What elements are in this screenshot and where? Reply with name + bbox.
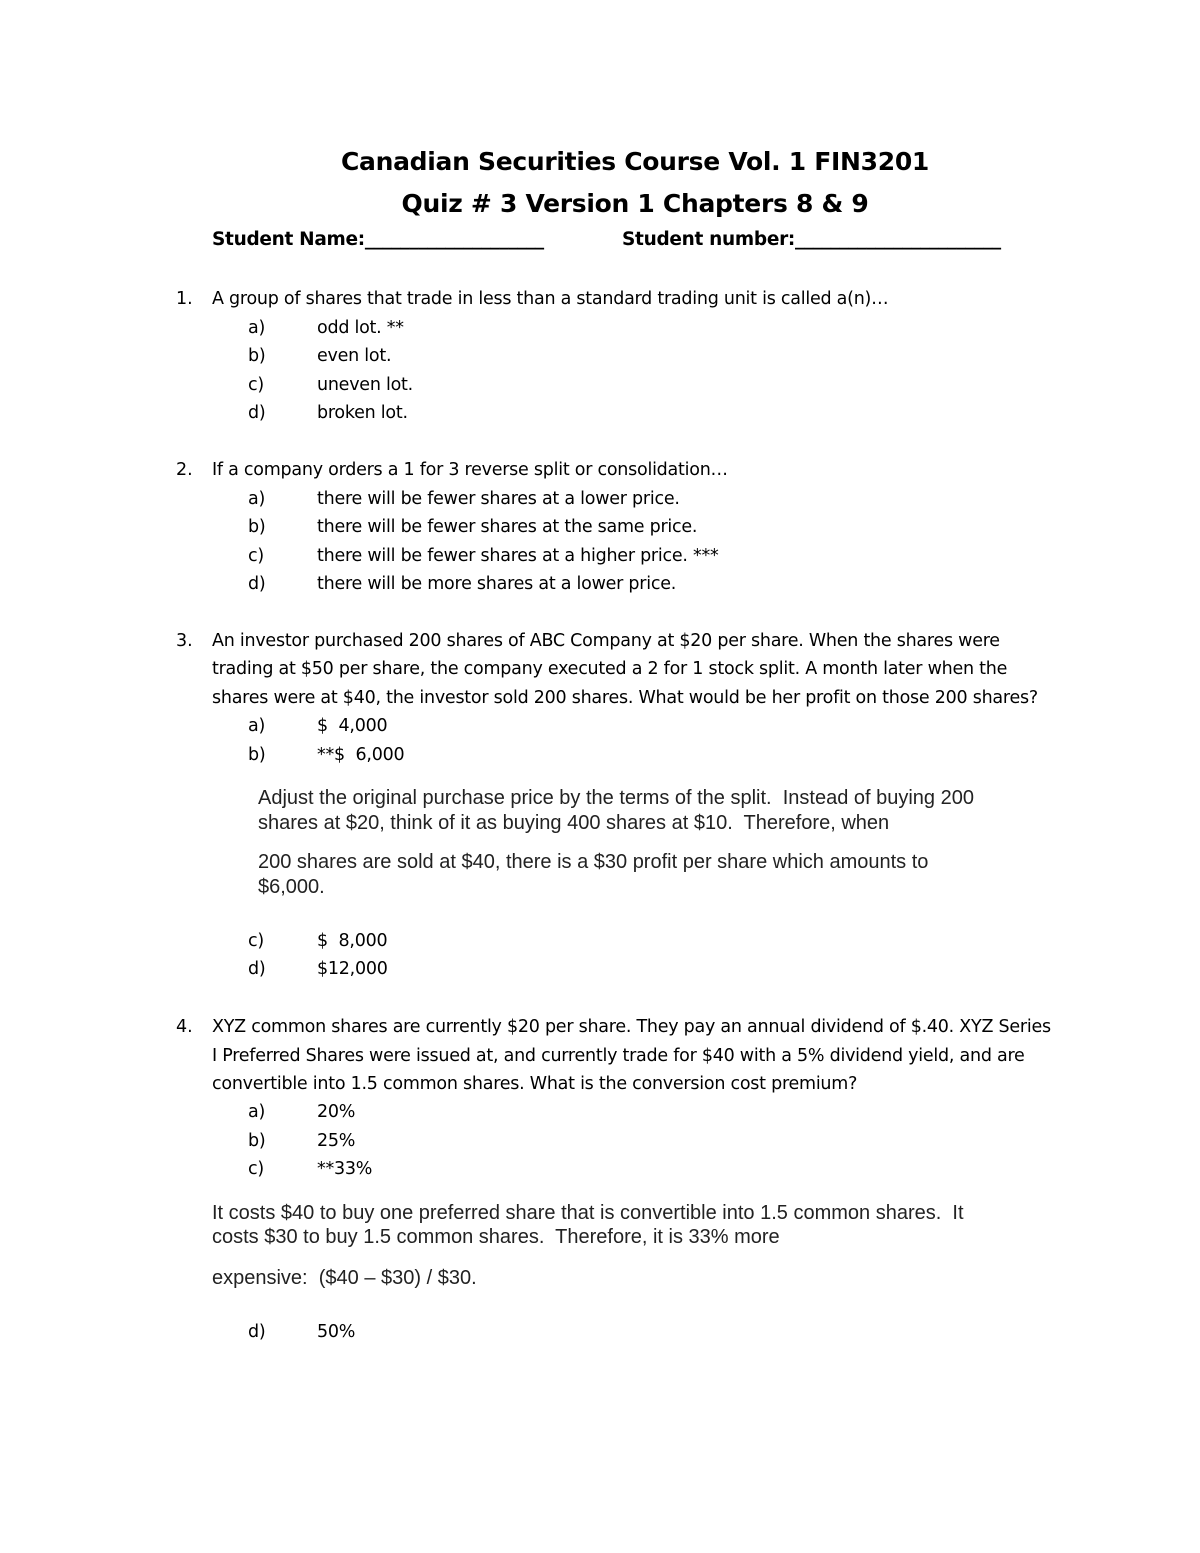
option-text: there will be more shares at a lower price.: [317, 574, 677, 594]
option-text: 20%: [317, 1102, 356, 1122]
option-letter: a): [248, 489, 266, 509]
explanation-text: $6,000.: [258, 876, 325, 898]
explanation-text: expensive: ($40 – $30) / $30.: [212, 1267, 477, 1289]
option-letter: a): [248, 1102, 266, 1122]
option-letter: c): [248, 1159, 264, 1179]
option-text: even lot.: [317, 346, 392, 366]
option-text: $12,000: [317, 959, 388, 979]
question-text: A group of shares that trade in less than a standard trading unit is called a(n)…: [212, 289, 889, 309]
question-text: trading at $50 per share, the company executed a 2 for 1 stock split. A month later when the: [212, 659, 1008, 679]
question-number: 4.: [176, 1017, 193, 1037]
option-text: broken lot.: [317, 403, 408, 423]
option-letter: b): [248, 346, 266, 366]
question-text: An investor purchased 200 shares of ABC Company at $20 per share. When the shares were: [212, 631, 1000, 651]
explanation-text: shares at $20, think of it as buying 400 shares at $10. Therefore, when: [258, 812, 890, 834]
option-letter: c): [248, 931, 264, 951]
question-text: If a company orders a 1 for 3 reverse split or consolidation…: [212, 460, 728, 480]
explanation-text: costs $30 to buy 1.5 common shares. Therefore, it is 33% more: [212, 1226, 780, 1248]
option-text: $ 4,000: [317, 716, 388, 736]
option-text: uneven lot.: [317, 375, 413, 395]
student-number-field[interactable]: Student number:_______________________: [622, 229, 1001, 250]
question-text: shares were at $40, the investor sold 200 shares. What would be her profit on those 200 shares?: [212, 688, 1038, 708]
option-letter: d): [248, 1322, 266, 1342]
option-letter: d): [248, 403, 266, 423]
student-name-field[interactable]: Student Name:____________________: [212, 229, 544, 250]
option-letter: c): [248, 375, 264, 395]
option-text: there will be fewer shares at a lower price.: [317, 489, 680, 509]
option-text: 25%: [317, 1131, 356, 1151]
option-letter: d): [248, 959, 266, 979]
document-title: Canadian Securities Course Vol. 1 FIN3201: [340, 147, 930, 176]
question-number: 2.: [176, 460, 193, 480]
option-text: **33%: [317, 1159, 373, 1179]
explanation-text: Adjust the original purchase price by the terms of the split. Instead of buying 200: [258, 787, 974, 809]
question-text: XYZ common shares are currently $20 per share. They pay an annual dividend of $.40. XYZ Series: [212, 1017, 1051, 1037]
option-letter: c): [248, 546, 264, 566]
question-text: convertible into 1.5 common shares. What is the conversion cost premium?: [212, 1074, 858, 1094]
option-letter: a): [248, 716, 266, 736]
option-text: **$ 6,000: [317, 745, 405, 765]
question-number: 3.: [176, 631, 193, 651]
quiz-subtitle: Quiz # 3 Version 1 Chapters 8 & 9: [401, 189, 869, 218]
option-text: $ 8,000: [317, 931, 388, 951]
explanation-text: 200 shares are sold at $40, there is a $30 profit per share which amounts to: [258, 851, 929, 873]
question-number: 1.: [176, 289, 193, 309]
option-letter: d): [248, 574, 266, 594]
question-text: I Preferred Shares were issued at, and currently trade for $40 with a 5% dividend yield, and are: [212, 1046, 1025, 1066]
option-text: there will be fewer shares at the same price.: [317, 517, 698, 537]
explanation-text: It costs $40 to buy one preferred share that is convertible into 1.5 common shares. It: [212, 1202, 964, 1224]
option-letter: a): [248, 318, 266, 338]
option-text: there will be fewer shares at a higher price. ***: [317, 546, 719, 566]
option-letter: b): [248, 517, 266, 537]
option-text: 50%: [317, 1322, 356, 1342]
option-letter: b): [248, 745, 266, 765]
option-letter: b): [248, 1131, 266, 1151]
option-text: odd lot. **: [317, 318, 404, 338]
